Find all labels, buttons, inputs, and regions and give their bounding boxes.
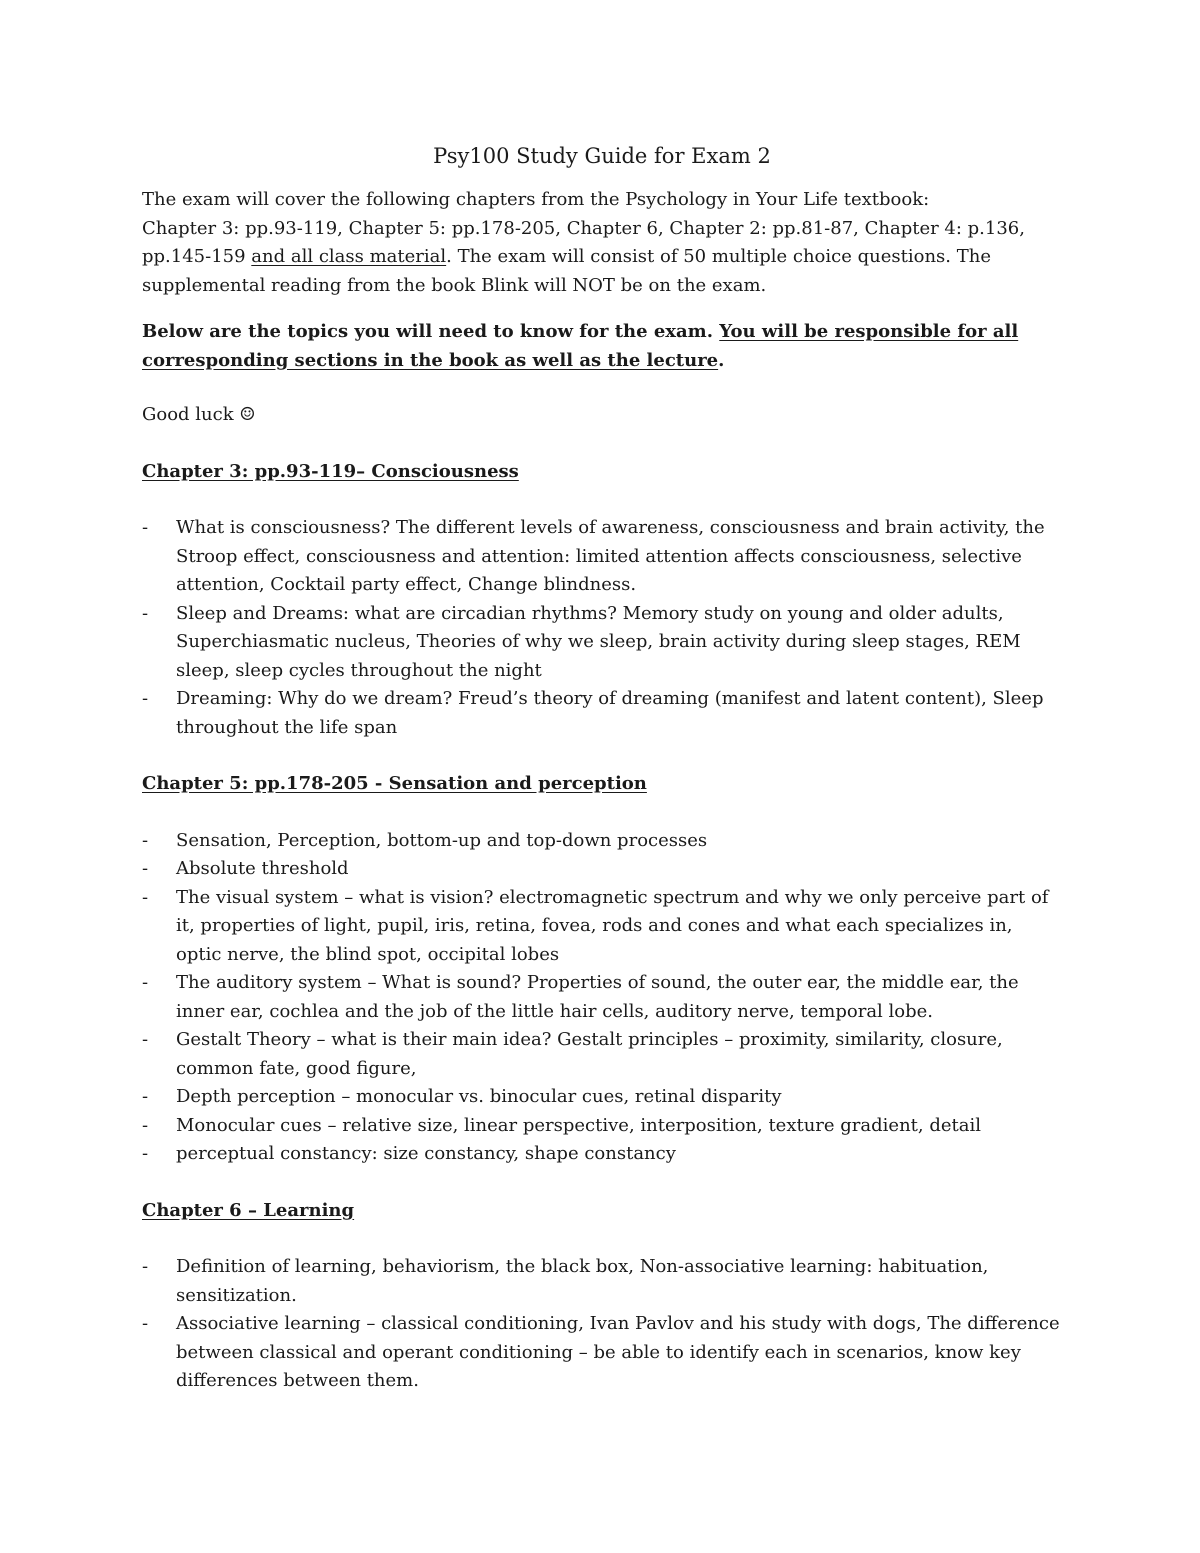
- intro-paragraph: [142, 186, 1062, 300]
- good-luck-text: Good luck ☺: [142, 404, 256, 425]
- topic-item: - Sleep and Dreams: what are circadian rhythms? Memory study on young and older adults, Superchiasmatic nucleus, Theories of why we sleep, brain activity during sleep stages, REM sleep, sleep cycles throughout the night: [142, 600, 1062, 686]
- topic-item: - Associative learning – classical conditioning, Ivan Pavlov and his study with dogs, The difference between classical and operant conditioning – be able to identify each in scenarios, know key differences between them.: [142, 1310, 1062, 1396]
- chapter-5-heading: Chapter 5: pp.178-205 - Sensation and perception: [142, 773, 647, 794]
- topic-item: - The visual system – what is vision? electromagnetic spectrum and why we only perceive part of it, properties of light, pupil, iris, retina, fovea, rods and cones and what each specializes in, optic nerve, the blind spot, occipital lobes: [142, 884, 1062, 970]
- notice-underlined: You will be responsible for all corresponding sections in the book as well as the lecture: [142, 321, 1019, 371]
- intro-rest: . The exam will consist of 50 multiple choice questions. The supplemental reading from the book Blink will NOT be on the exam.: [142, 246, 991, 296]
- intro-chapters: Chapter 3: pp.93-119, Chapter 5: pp.178-205, Chapter 6, Chapter 2: pp.81-87, Chapter 4: p.136, pp.145-159: [142, 217, 1025, 267]
- notice-paragraph: [142, 318, 1062, 375]
- topic-item: - Dreaming: Why do we dream? Freud’s theory of dreaming (manifest and latent content), Sleep throughout the life span: [142, 685, 1062, 742]
- topic-item: - perceptual constancy: size constancy, shape constancy: [142, 1140, 1062, 1169]
- topic-item: - Definition of learning, behaviorism, the black box, Non-associative learning: habituation, sensitization.: [142, 1253, 1062, 1310]
- topic-item: - Monocular cues – relative size, linear perspective, interposition, texture gradient, detail: [142, 1112, 1062, 1141]
- chapter-5-topic-list: [142, 827, 1062, 1169]
- topic-item: - Absolute threshold: [142, 855, 1062, 884]
- notice-plain: Below are the topics you will need to know for the exam.: [142, 321, 720, 342]
- topic-item: - Depth perception – monocular vs. binocular cues, retinal disparity: [142, 1083, 1062, 1112]
- topic-item: - The auditory system – What is sound? Properties of sound, the outer ear, the middle ear, the inner ear, cochlea and the job of the little hair cells, auditory nerve, temporal lobe.: [142, 969, 1062, 1026]
- topic-item: - Sensation, Perception, bottom-up and top-down processes: [142, 827, 1062, 856]
- topic-item: - What is consciousness? The different levels of awareness, consciousness and brain activity, the Stroop effect, consciousness and attention: limited attention affects consciousness, selective attention, Cocktail party effect, Change blindness.: [142, 514, 1062, 600]
- class-material-text: and all class material: [251, 246, 447, 267]
- document-title: Psy100 Study Guide for Exam 2: [433, 144, 771, 168]
- chapter-3-topic-list: [142, 514, 1062, 742]
- notice-end: .: [718, 349, 725, 371]
- chapter-6-topic-list: [142, 1253, 1062, 1396]
- document-page: [142, 140, 1062, 1424]
- chapter-6-heading: Chapter 6 – Learning: [142, 1199, 355, 1221]
- topic-item: - Gestalt Theory – what is their main idea? Gestalt principles – proximity, similarity, closure, common fate, good figure,: [142, 1026, 1062, 1083]
- intro-line: The exam will cover the following chapters from the Psychology in Your Life textbook:: [142, 189, 930, 210]
- chapter-3-heading: Chapter 3: pp.93-119– Consciousness: [142, 460, 519, 482]
